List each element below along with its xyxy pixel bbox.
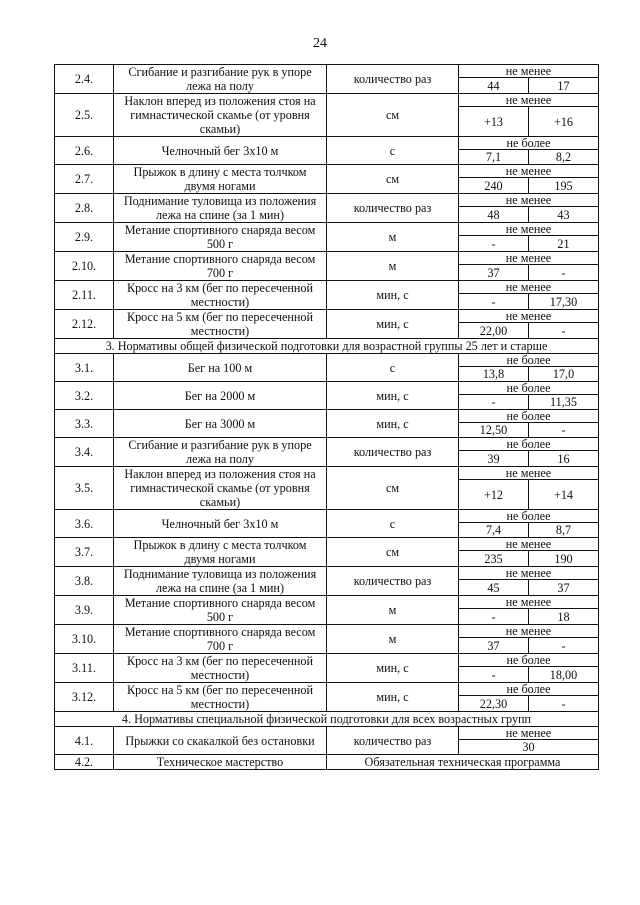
norm-condition: не менее: [459, 252, 599, 265]
table-row: [55, 510, 599, 523]
unit-of-measure: с: [327, 510, 459, 538]
exercise-name: Челночный бег 3х10 м: [114, 137, 327, 165]
norm-value-col2: 11,35: [529, 395, 599, 410]
table-row: [55, 438, 599, 451]
norm-value-col2: 190: [529, 551, 599, 567]
exercise-name: Прыжки со скакалкой без остановки: [114, 727, 327, 755]
norm-condition: не более: [459, 438, 599, 451]
norm-value-col2: +16: [529, 107, 599, 137]
table-row: [55, 137, 599, 150]
norm-value-col1: 37: [459, 638, 529, 654]
exercise-name: Кросс на 5 км (бег по пересеченной местности): [114, 310, 327, 339]
unit-of-measure: количество раз: [327, 727, 459, 755]
row-number: 2.5.: [55, 94, 114, 137]
norm-condition: не менее: [459, 625, 599, 638]
norm-value-col2: 43: [529, 207, 599, 223]
norm-value-col1: 39: [459, 451, 529, 467]
norm-value-col1: 45: [459, 580, 529, 596]
exercise-name: Наклон вперед из положения стоя на гимнастической скамье (от уровня скамьи): [114, 467, 327, 510]
norm-condition: не более: [459, 382, 599, 395]
exercise-name: Метание спортивного снаряда весом 500 г: [114, 223, 327, 252]
norm-value-col2: 21: [529, 236, 599, 252]
norm-value-col2: 37: [529, 580, 599, 596]
table-row: [55, 567, 599, 580]
norm-value-col2: -: [529, 323, 599, 339]
norm-value-col2: 8,2: [529, 150, 599, 165]
norm-condition: не менее: [459, 281, 599, 294]
norm-value-col1: 44: [459, 78, 529, 94]
unit-of-measure: с: [327, 137, 459, 165]
exercise-name: Метание спортивного снаряда весом 700 г: [114, 625, 327, 654]
table-row: [55, 538, 599, 551]
exercise-name: Метание спортивного снаряда весом 500 г: [114, 596, 327, 625]
row-number: 2.7.: [55, 165, 114, 194]
norm-condition: не менее: [459, 596, 599, 609]
requirement-text: Обязательная техническая программа: [327, 755, 599, 770]
exercise-name: Бег на 2000 м: [114, 382, 327, 410]
unit-of-measure: мин, с: [327, 654, 459, 683]
row-number: 3.3.: [55, 410, 114, 438]
section-title: 4. Нормативы специальной физической подготовки для всех возрастных групп: [55, 712, 599, 727]
norms-table: [54, 64, 599, 770]
norm-value-col1: 235: [459, 551, 529, 567]
exercise-name: Поднимание туловища из положения лежа на спине (за 1 мин): [114, 194, 327, 223]
row-number: 3.2.: [55, 382, 114, 410]
page-number: 24: [313, 36, 327, 51]
norm-value-col1: -: [459, 667, 529, 683]
row-number: 2.10.: [55, 252, 114, 281]
table-row: [55, 223, 599, 236]
row-number: 2.8.: [55, 194, 114, 223]
exercise-name: Наклон вперед из положения стоя на гимнастической скамье (от уровня скамьи): [114, 94, 327, 137]
norm-condition: не менее: [459, 538, 599, 551]
norm-value-col1: -: [459, 395, 529, 410]
exercise-name: Прыжок в длину с места толчком двумя ногами: [114, 165, 327, 194]
row-number: 3.7.: [55, 538, 114, 567]
norm-value-col1: 22,00: [459, 323, 529, 339]
unit-of-measure: см: [327, 94, 459, 137]
norm-condition: не менее: [459, 727, 599, 740]
unit-of-measure: количество раз: [327, 65, 459, 94]
row-number: 2.4.: [55, 65, 114, 94]
section-title: 3. Нормативы общей физической подготовки для возрастной группы 25 лет и старше: [55, 339, 599, 354]
unit-of-measure: м: [327, 625, 459, 654]
table-row: [55, 625, 599, 638]
norm-condition: не более: [459, 410, 599, 423]
unit-of-measure: мин, с: [327, 281, 459, 310]
row-number: 2.12.: [55, 310, 114, 339]
row-number: 3.1.: [55, 354, 114, 382]
exercise-name: Бег на 100 м: [114, 354, 327, 382]
norms-table-body: [55, 65, 599, 770]
table-row: [55, 310, 599, 323]
row-number: 2.11.: [55, 281, 114, 310]
table-row: [55, 65, 599, 78]
unit-of-measure: м: [327, 252, 459, 281]
norm-condition: не более: [459, 510, 599, 523]
exercise-name: Техническое мастерство: [114, 755, 327, 770]
unit-of-measure: м: [327, 596, 459, 625]
table-row: [55, 94, 599, 107]
row-number: 3.10.: [55, 625, 114, 654]
table-row: [55, 596, 599, 609]
unit-of-measure: мин, с: [327, 310, 459, 339]
norm-value-col2: -: [529, 638, 599, 654]
norm-condition: не менее: [459, 467, 599, 480]
norm-value-col2: -: [529, 265, 599, 281]
row-number: 3.12.: [55, 683, 114, 712]
norm-value-col2: 16: [529, 451, 599, 467]
table-row: [55, 727, 599, 740]
unit-of-measure: см: [327, 538, 459, 567]
norm-condition: не менее: [459, 165, 599, 178]
table-row: [55, 683, 599, 696]
norm-value-col1: 13,8: [459, 367, 529, 382]
norm-value-col2: -: [529, 696, 599, 712]
unit-of-measure: мин, с: [327, 410, 459, 438]
norm-value-col1: -: [459, 609, 529, 625]
row-number: 3.5.: [55, 467, 114, 510]
unit-of-measure: с: [327, 354, 459, 382]
exercise-name: Сгибание и разгибание рук в упоре лежа на полу: [114, 65, 327, 94]
norm-condition: не более: [459, 683, 599, 696]
section-header-row: [55, 712, 599, 727]
norm-value-col2: 195: [529, 178, 599, 194]
table-row: [55, 382, 599, 395]
table-row: [55, 354, 599, 367]
exercise-name: Поднимание туловища из положения лежа на спине (за 1 мин): [114, 567, 327, 596]
unit-of-measure: см: [327, 165, 459, 194]
norm-condition: не более: [459, 354, 599, 367]
row-number: 3.4.: [55, 438, 114, 467]
norm-value-col1: +12: [459, 480, 529, 510]
norm-value-col2: 18,00: [529, 667, 599, 683]
norm-condition: не менее: [459, 94, 599, 107]
norm-value-col1: -: [459, 236, 529, 252]
exercise-name: Прыжок в длину с места толчком двумя ногами: [114, 538, 327, 567]
row-number: 3.9.: [55, 596, 114, 625]
unit-of-measure: м: [327, 223, 459, 252]
norm-value-col2: 17,0: [529, 367, 599, 382]
exercise-name: Кросс на 3 км (бег по пересеченной местности): [114, 654, 327, 683]
table-row: [55, 281, 599, 294]
unit-of-measure: количество раз: [327, 194, 459, 223]
exercise-name: Метание спортивного снаряда весом 700 г: [114, 252, 327, 281]
norm-value-col1: 12,50: [459, 423, 529, 438]
norm-value: 30: [459, 740, 599, 755]
norm-value-col1: 7,4: [459, 523, 529, 538]
norm-value-col1: 22,30: [459, 696, 529, 712]
unit-of-measure: мин, с: [327, 382, 459, 410]
norm-condition: не более: [459, 654, 599, 667]
norm-value-col1: 37: [459, 265, 529, 281]
row-number: 3.11.: [55, 654, 114, 683]
norm-value-col2: -: [529, 423, 599, 438]
norm-value-col2: 17,30: [529, 294, 599, 310]
section-header-row: [55, 339, 599, 354]
row-number: 4.1.: [55, 727, 114, 755]
norm-condition: не менее: [459, 65, 599, 78]
row-number: 2.6.: [55, 137, 114, 165]
exercise-name: Челночный бег 3х10 м: [114, 510, 327, 538]
norm-condition: не менее: [459, 194, 599, 207]
table-row: [55, 410, 599, 423]
unit-of-measure: см: [327, 467, 459, 510]
norm-condition: не более: [459, 137, 599, 150]
row-number: 3.8.: [55, 567, 114, 596]
row-number: 3.6.: [55, 510, 114, 538]
unit-of-measure: мин, с: [327, 683, 459, 712]
norm-condition: не менее: [459, 223, 599, 236]
exercise-name: Бег на 3000 м: [114, 410, 327, 438]
table-row: [55, 755, 599, 770]
unit-of-measure: количество раз: [327, 567, 459, 596]
norm-value-col1: 48: [459, 207, 529, 223]
table-row: [55, 654, 599, 667]
norm-condition: не менее: [459, 310, 599, 323]
row-number: 2.9.: [55, 223, 114, 252]
table-row: [55, 467, 599, 480]
table-row: [55, 194, 599, 207]
exercise-name: Кросс на 5 км (бег по пересеченной местности): [114, 683, 327, 712]
norm-value-col2: +14: [529, 480, 599, 510]
unit-of-measure: количество раз: [327, 438, 459, 467]
table-row: [55, 165, 599, 178]
table-row: [55, 252, 599, 265]
norm-value-col2: 18: [529, 609, 599, 625]
row-number: 4.2.: [55, 755, 114, 770]
norm-value-col1: +13: [459, 107, 529, 137]
norm-condition: не менее: [459, 567, 599, 580]
norm-value-col1: 7,1: [459, 150, 529, 165]
norm-value-col1: -: [459, 294, 529, 310]
norm-value-col2: 17: [529, 78, 599, 94]
exercise-name: Кросс на 3 км (бег по пересеченной местности): [114, 281, 327, 310]
norm-value-col1: 240: [459, 178, 529, 194]
norm-value-col2: 8,7: [529, 523, 599, 538]
exercise-name: Сгибание и разгибание рук в упоре лежа на полу: [114, 438, 327, 467]
